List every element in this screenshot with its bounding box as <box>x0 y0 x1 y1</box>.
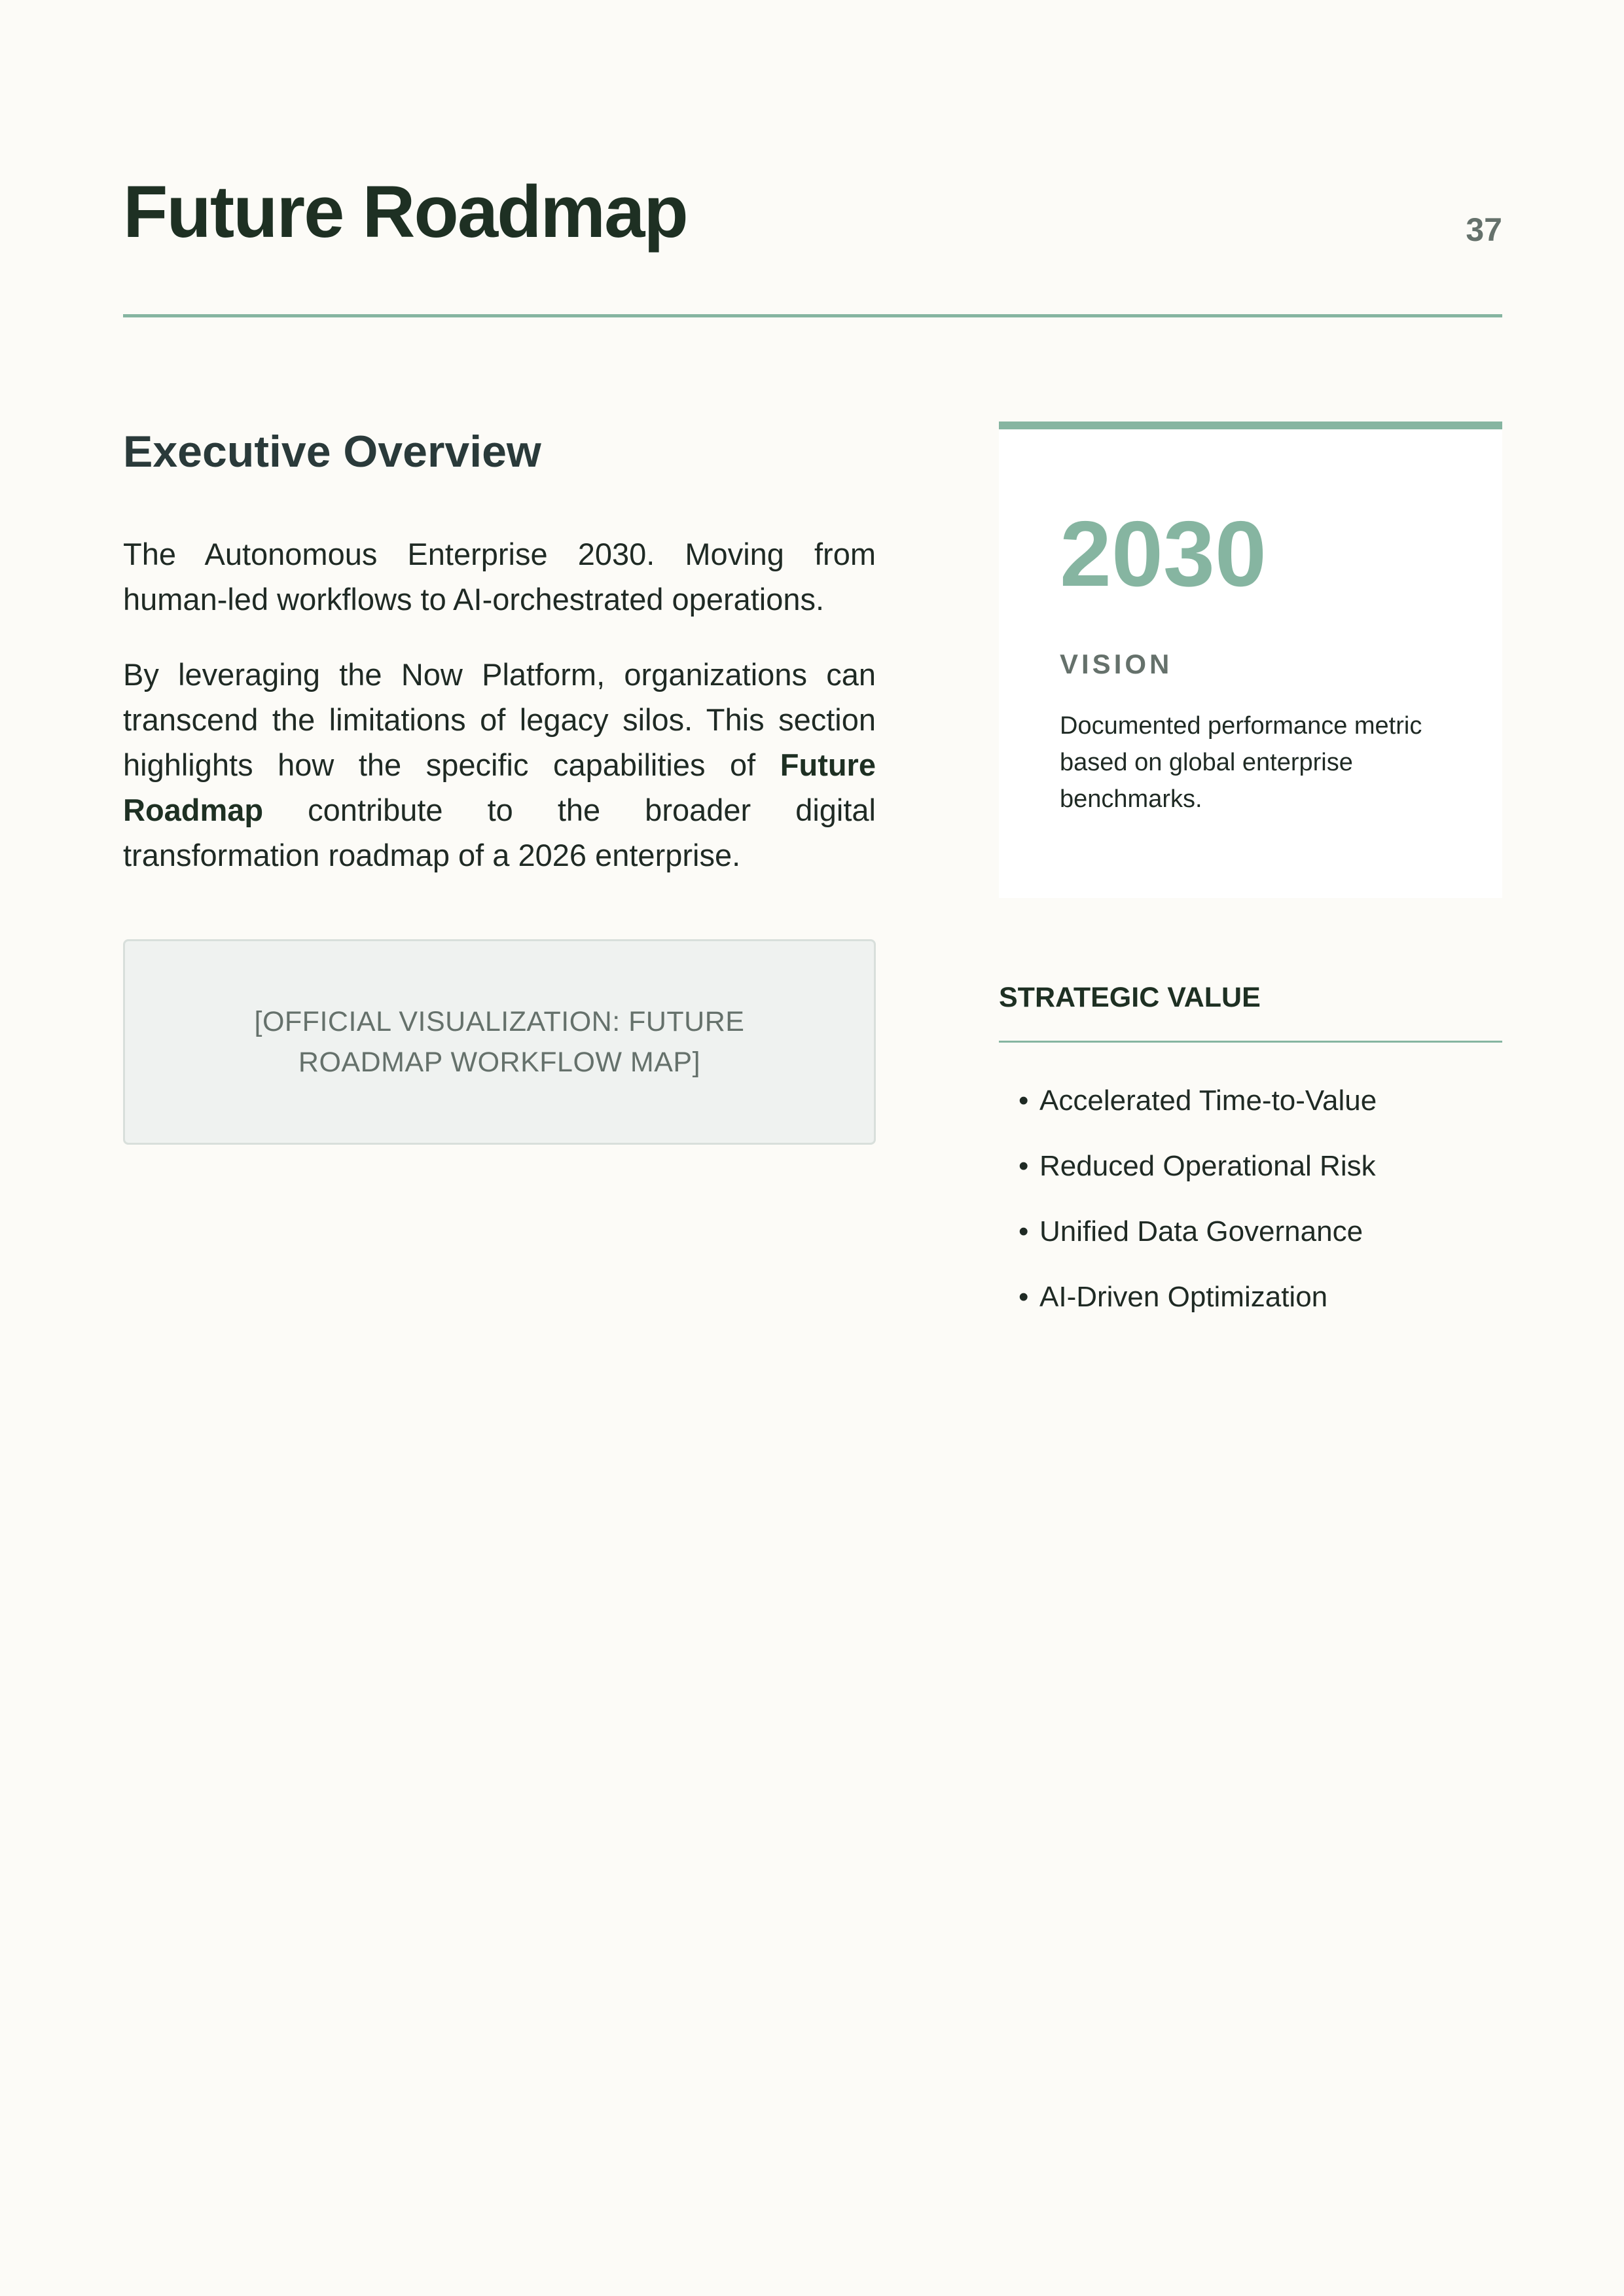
list-item <box>1019 1278 1377 1343</box>
body-paragraph-text-1: By leveraging the Now Platform, organizations can transcend the limitations of legacy silos. This section highlights how the specific capabilities of <box>123 656 876 782</box>
stat-value: 2030 <box>1060 502 1267 606</box>
header-divider <box>123 314 1502 317</box>
executive-overview-section <box>123 425 876 1145</box>
body-paragraph-text-2: contribute to the broader digital transformation roadmap of a 2026 enterprise. <box>123 792 876 872</box>
list-item-label: AI-Driven Optimization <box>1039 1281 1328 1313</box>
list-item-label: Accelerated Time-to-Value <box>1039 1085 1377 1117</box>
body-paragraph <box>123 652 876 878</box>
list-item-label: Reduced Operational Risk <box>1039 1150 1376 1182</box>
list-item-label: Unified Data Governance <box>1039 1215 1363 1247</box>
intro-paragraph: The Autonomous Enterprise 2030. Moving from human-led workflows to AI-orchestrated operations. <box>123 536 876 617</box>
strategic-value-divider <box>999 1041 1502 1043</box>
visualization-placeholder <box>123 939 876 1145</box>
section-heading: Executive Overview <box>123 427 541 476</box>
bullet-icon: • <box>1019 1085 1029 1117</box>
list-item <box>1019 1147 1377 1212</box>
stat-label: VISION <box>1060 649 1173 679</box>
strategic-value-heading: STRATEGIC VALUE <box>999 982 1261 1013</box>
bullet-icon: • <box>1019 1281 1029 1313</box>
body-paragraph-bold: Future Roadmap <box>123 747 876 827</box>
bullet-icon: • <box>1019 1215 1029 1247</box>
list-item <box>1019 1081 1377 1147</box>
visualization-placeholder-text: [OFFICIAL VISUALIZATION: FUTURE ROADMAP WORKFLOW MAP] <box>254 1005 745 1078</box>
page-title: Future Roadmap <box>123 171 687 253</box>
stat-description: Documented performance metric based on global enterprise benchmarks. <box>1060 712 1422 813</box>
bullet-icon: • <box>1019 1150 1029 1182</box>
page-number: 37 <box>1466 211 1502 248</box>
list-item <box>1019 1212 1377 1278</box>
stat-card <box>999 422 1502 898</box>
strategic-value-list <box>1019 1081 1377 1343</box>
